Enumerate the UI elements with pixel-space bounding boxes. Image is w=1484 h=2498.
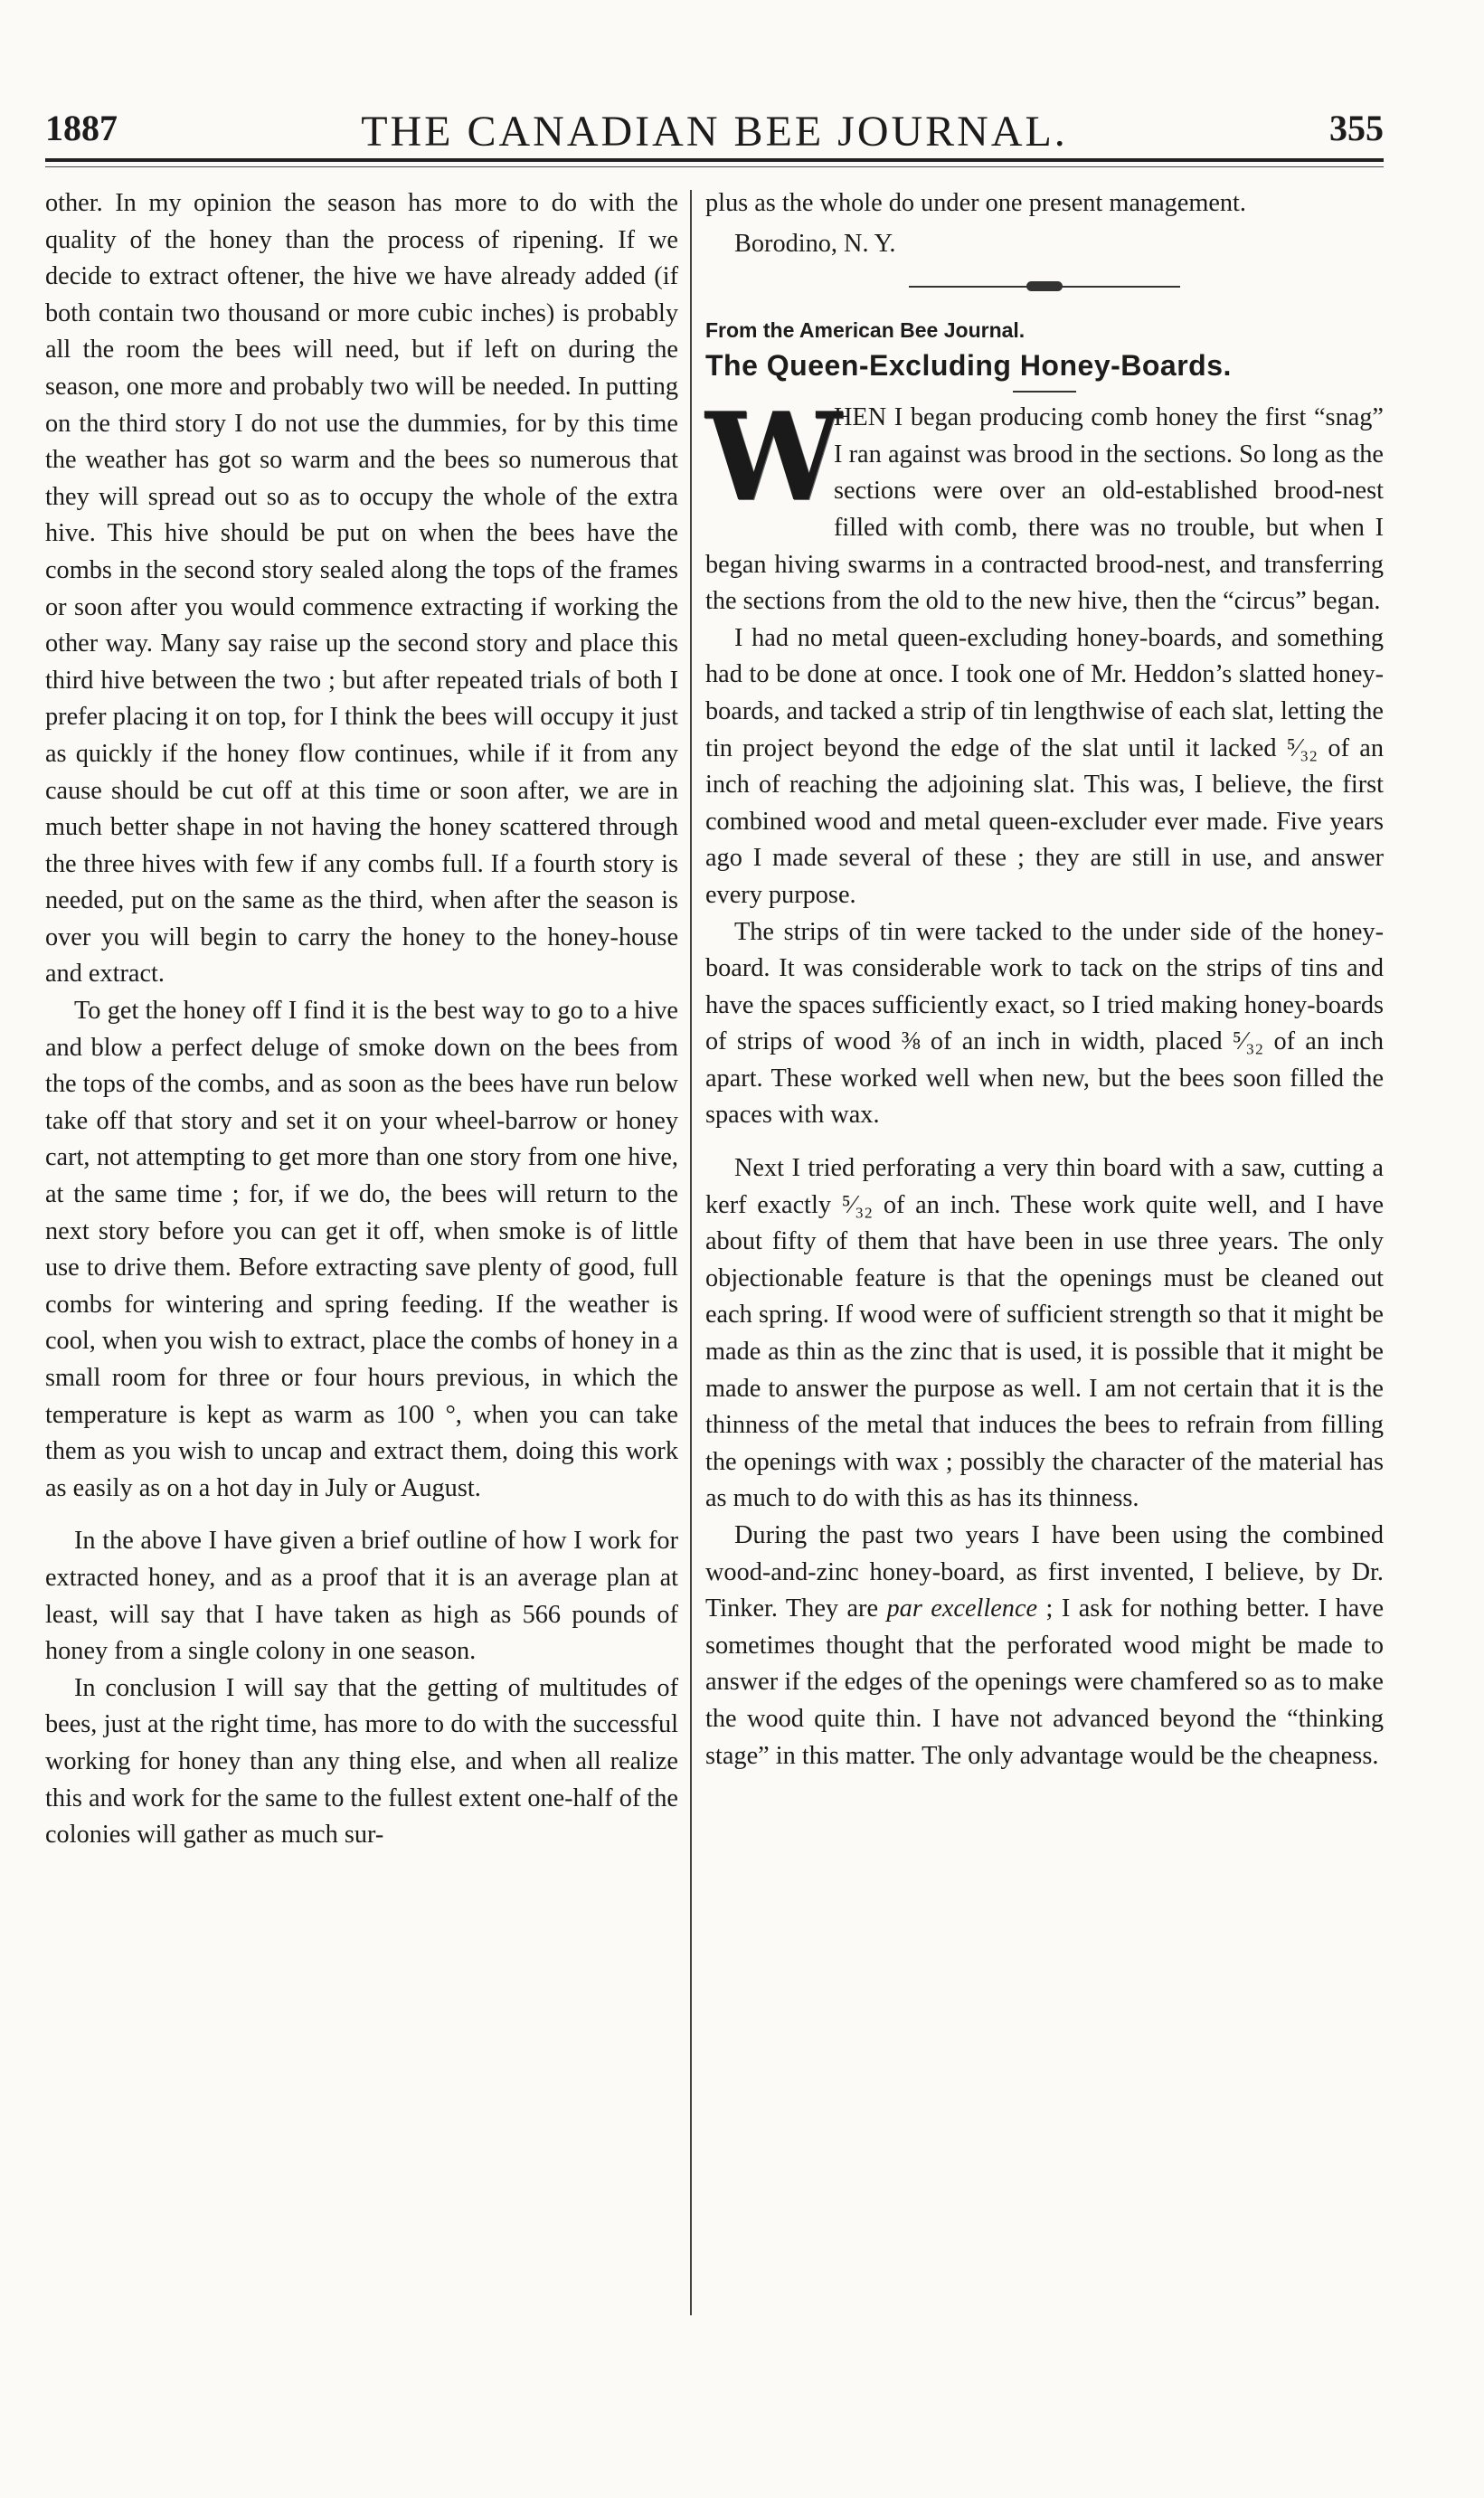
right-paragraph-4	[705, 1518, 1384, 1774]
right-column	[705, 185, 1384, 1774]
column-divider	[690, 190, 692, 2315]
right-paragraph-2: The strips of tin were tacked to the under side of the honey-board. It was considerable work to tack on the strips of tins and have the spaces sufficiently exact, so I tried making honey-boards of strips of wood ⅜ of an inch in width, placed ⁵⁄₃₂ of an inch apart. These worked well when new, but the bees soon filled the spaces with wax.	[705, 917, 1384, 1130]
left-column	[45, 185, 678, 1854]
article-source: From the American Bee Journal.	[705, 318, 1026, 343]
right-paragraph-1: I had no metal queen-excluding honey-boards, and something had to be done at once. I took one of Mr. Heddon’s slatted honey-boards, and tacked a strip of tin lengthwise of each slat, letting the tin project beyond the edge of the slat until it lacked ⁵⁄₃₂ of an inch of reaching the adjoining slat. This was, I believe, the first combined wood and metal queen-excluder ever made. Five years ago I made several of these ; they are still in use, and answer every purpose.	[705, 623, 1384, 909]
left-paragraph-1: other. In my opinion the season has more to do with the quality of the honey than the process of ripening. If we decide to extract oftener, the hive we have already added (if both contain two thousand or more cubic inches) is probably all the room the bees will need, but if left on during the season, one more and probably two will be needed. In putting on the third story I do not use the dummies, for by this time the weather has got so warm and the bees so numerous that they will spread out so as to occupy the whole of the extra hive. This hive should be put on when the bees have the combs in the second story sealed along the tops of the frames or soon after you would commence extracting if working the other way. Many say raise up the second story and place this third hive between the two ; but after repeated trials of both I prefer placing it on top, for I think the bees will occupy it just as quickly if the honey flow continues, while if it from any cause should be cut off at this time or soon after, we are in much better shape in not having the honey scattered through the three hives with few if any combs full. If a fourth story is needed, put on the same as the third, when after the season is over you will begin to carry the honey to the honey-house and extract.	[45, 189, 678, 989]
drop-cap-letter: W	[705, 385, 842, 529]
header-rule-thin	[45, 166, 1384, 167]
continuation-text: plus as the whole do under one present management.	[705, 189, 1246, 217]
journal-title: THE CANADIAN BEE JOURNAL.	[361, 108, 1068, 156]
right-paragraph-4-part-1: During the past two years I have been using the combined wood-and-zinc honey-board, as first invented, I believe, by Dr. Tinker. They are	[705, 1521, 1384, 1623]
left-paragraph-3: In the above I have given a brief outline of how I work for extracted honey, and as a proof that it is an average plan at least, will say that I have taken as high as 566 pounds of honey from a single colony in one season.	[45, 1527, 678, 1666]
first-paragraph	[705, 385, 1384, 620]
page-header	[45, 107, 1384, 165]
header-rule	[45, 158, 1384, 162]
right-paragraph-3: Next I tried perforating a very thin board with a saw, cutting a kerf exactly ⁵⁄₃₂ of an inch. These work quite well, and I have about fifty of them that have been in use three years. The only objectionable feature is that the openings must be cleaned out each spring. If wood were of sufficient strength so that it might be made as thin as the zinc that is used, it is possible that it might be made to answer the purpose as well. I am not certain that it is the thinness of the metal that induces the bees to refrain from filling the openings with wax ; possibly the character of the material has as much to do with this as has its thinness.	[705, 1154, 1384, 1513]
header-year: 1887	[45, 108, 118, 148]
section-ornament	[909, 280, 1180, 293]
page-number: 355	[1329, 108, 1384, 148]
left-paragraph-4: In conclusion I will say that the getting of multitudes of bees, just at the right time, has more to do with the successful working for honey than any thing else, and when all realize this and work for the same to the fullest extent one-half of the colonies will gather as much sur-	[45, 1673, 678, 1850]
right-paragraph-4-part-2: ; I ask for nothing better. I have sometimes thought that the perforated wood might be made to answer if the edges of the openings were chamfered so as to make the wood quite thin. I have not advanced beyond the “thinking stage” in this matter. The only advantage would be the cheapness.	[705, 1594, 1385, 1770]
title-rule	[1013, 391, 1076, 393]
first-paragraph-text: HEN I began producing comb honey the first “snag” I ran against was brood in the sections. So long as the sections were over an old-established brood-nest filled with comb, there was no trouble, but when I began hiving swarms in a contracted brood-nest, and transferring the sections from the old to the new hive, then the “circus” began.	[705, 403, 1384, 616]
article-title: The Queen-Excluding Honey-Boards.	[705, 349, 1232, 383]
italic-phrase: par excellence	[886, 1594, 1038, 1623]
author-place: Borodino, N. Y.	[734, 229, 896, 258]
left-paragraph-2: To get the honey off I find it is the best way to go to a hive and blow a perfect deluge of smoke down on the bees from the tops of the combs, and as soon as the bees have run below take off that story and set it on your wheel-barrow or honey cart, not attempting to get more than one story from one hive, at the same time ; for, if we do, the bees will return to the next story before you can get it off, when smoke is of little use to drive them. Before extracting save plenty of good, full combs for wintering and spring feeding. If the weather is cool, when you wish to extract, place the combs of honey in a small room for three or four hours previous, in which the temperature is kept as warm as 100 °, when you can take them as you wish to uncap and extract them, doing this work as easily as on a hot day in July or August.	[45, 997, 678, 1502]
